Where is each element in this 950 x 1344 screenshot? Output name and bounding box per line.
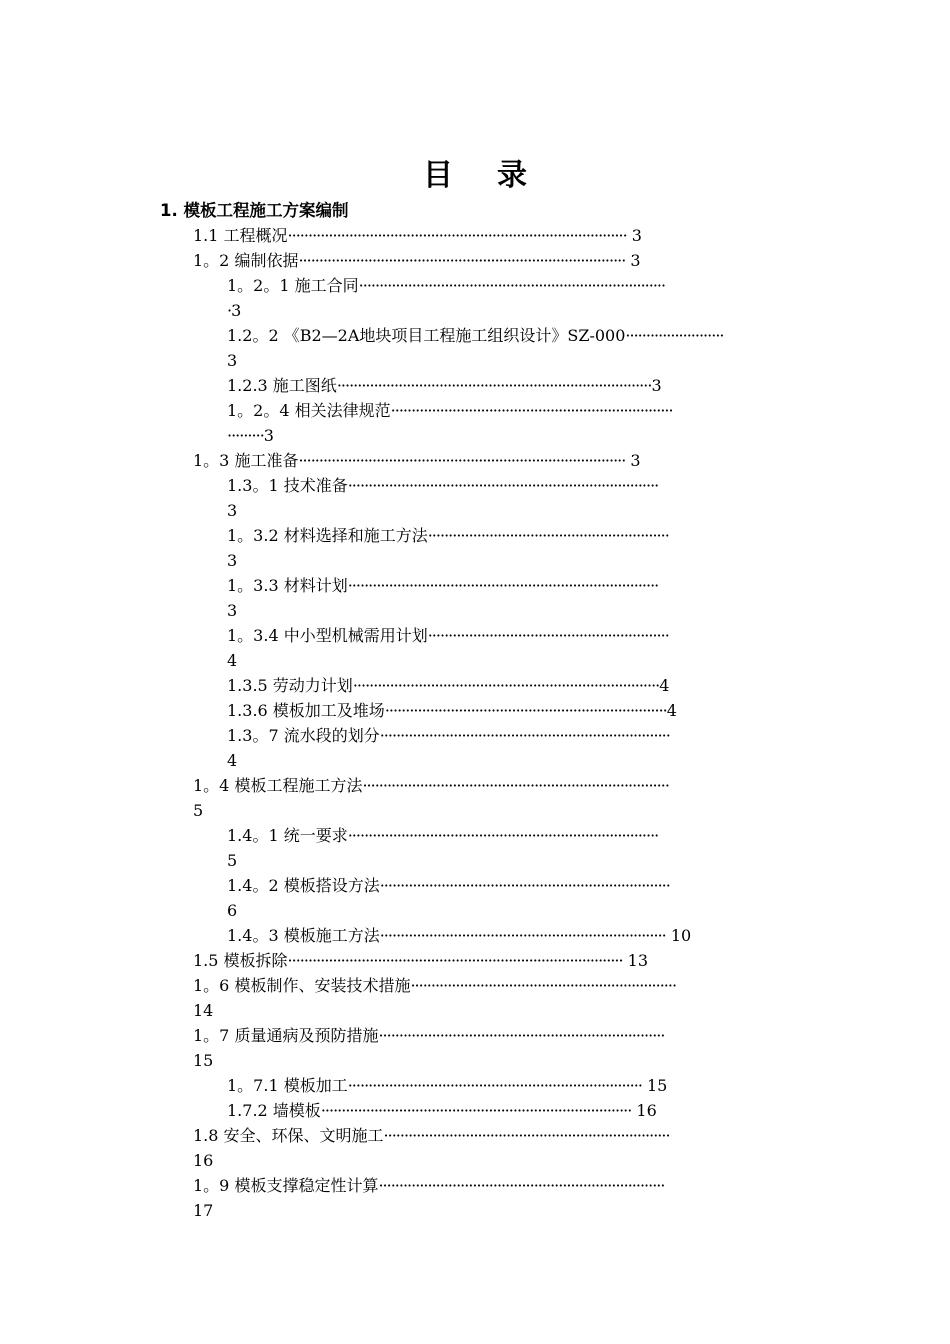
toc-entry-text: 1. 模板工程施工方案编制 bbox=[160, 201, 349, 220]
dot-leader: ············································································ bbox=[347, 576, 659, 595]
dot-leader: ··························································· bbox=[427, 626, 669, 645]
toc-title bbox=[0, 150, 950, 194]
toc-page-number: 4 bbox=[666, 701, 677, 720]
toc-entry-text: 14 bbox=[193, 1001, 214, 1020]
toc-line[interactable] bbox=[227, 573, 950, 598]
dot-leader: ······································································· bbox=[379, 726, 670, 745]
dot-leader: ········· bbox=[227, 426, 264, 445]
toc-line[interactable] bbox=[227, 473, 950, 498]
toc-entry-text: 3 bbox=[227, 351, 238, 370]
dot-leader: · bbox=[227, 301, 232, 320]
toc-entry-text: 4 bbox=[227, 751, 238, 770]
toc-line[interactable] bbox=[227, 398, 950, 423]
toc-title-char-1: 目 bbox=[423, 158, 453, 193]
toc-line[interactable] bbox=[193, 973, 950, 998]
toc-line[interactable] bbox=[227, 498, 950, 523]
dot-leader: ··························································· bbox=[427, 526, 669, 545]
toc-page-number: 10 bbox=[665, 926, 692, 945]
toc-entry-text: 1。3.4 中小型机械需用计划 bbox=[227, 626, 428, 645]
toc-line[interactable] bbox=[227, 623, 950, 648]
toc-entry-text: 17 bbox=[193, 1201, 214, 1220]
toc-title-char-2: 录 bbox=[497, 158, 527, 193]
toc-line[interactable] bbox=[227, 373, 950, 398]
toc-entry-text: 1.4。3 模板施工方法 bbox=[227, 926, 380, 945]
toc-page-number: 3 bbox=[625, 451, 641, 470]
dot-leader: ··········································································· bbox=[358, 276, 666, 295]
toc-page-number: 4 bbox=[659, 676, 670, 695]
toc-line[interactable] bbox=[227, 323, 950, 348]
toc-line[interactable] bbox=[193, 1198, 950, 1223]
toc-line[interactable] bbox=[227, 648, 950, 673]
dot-leader: ····································································· bbox=[390, 401, 673, 420]
dot-leader: ············································································ bbox=[347, 476, 659, 495]
dot-leader: ······································································ bbox=[383, 1126, 670, 1145]
toc-entry-text: 1.3。1 技术准备 bbox=[227, 476, 348, 495]
toc-page-number: 3 bbox=[263, 426, 274, 445]
toc-entry-text: 1.3.5 劳动力计划 bbox=[227, 676, 353, 695]
toc-line[interactable] bbox=[227, 698, 950, 723]
dot-leader: ······································································ bbox=[378, 1176, 665, 1195]
toc-entry-text: 3 bbox=[227, 501, 238, 520]
dot-leader: ··········································································· bbox=[362, 776, 669, 795]
dot-leader: ·················································································· bbox=[287, 951, 623, 970]
toc-entry-text: 1。3.2 材料选择和施工方法 bbox=[227, 526, 428, 545]
toc-entry-text: 1.8 安全、环保、文明施工 bbox=[193, 1126, 384, 1145]
toc-entry-text: 1.3.6 模板加工及堆场 bbox=[227, 701, 385, 720]
toc-entry-text: 1.4。2 模板搭设方法 bbox=[227, 876, 380, 895]
toc-line[interactable] bbox=[227, 673, 950, 698]
toc-line[interactable] bbox=[193, 248, 950, 273]
toc-entry-text: 1。7 质量通病及预防措施 bbox=[193, 1026, 379, 1045]
toc-line[interactable] bbox=[193, 1048, 950, 1073]
toc-entry-text: 5 bbox=[193, 801, 204, 820]
toc-line[interactable] bbox=[227, 423, 950, 448]
dot-leader: ································································· bbox=[410, 976, 677, 995]
toc-line[interactable] bbox=[193, 1023, 950, 1048]
toc-entry-text: 6 bbox=[227, 901, 238, 920]
toc-page-number: 16 bbox=[631, 1101, 657, 1120]
dot-leader: ················································································ bbox=[298, 251, 626, 270]
toc-line[interactable] bbox=[193, 1148, 950, 1173]
dot-leader: ············································································· bbox=[336, 376, 652, 395]
toc-entry-text: 15 bbox=[193, 1051, 214, 1070]
toc-entry-text: 1。2。1 施工合同 bbox=[227, 276, 359, 295]
toc-line[interactable] bbox=[193, 948, 950, 973]
toc-line[interactable] bbox=[193, 773, 950, 798]
toc-page-number: 3 bbox=[625, 251, 641, 270]
toc-page-number: 15 bbox=[641, 1076, 668, 1095]
toc-entry-text: 1。7.1 模板加工 bbox=[227, 1076, 348, 1095]
toc-entry-text: 1。9 模板支撑稳定性计算 bbox=[193, 1176, 379, 1195]
dot-leader: ········································································ bbox=[347, 1076, 642, 1095]
toc-entry-text: 1.1 工程概况 bbox=[193, 226, 288, 245]
toc-entry-text: 1.2。2 《B2—2A地块项目工程施工组织设计》SZ-000 bbox=[227, 326, 626, 345]
toc-line[interactable] bbox=[227, 1073, 950, 1098]
dot-leader: ······································································ bbox=[378, 1026, 665, 1045]
toc-line[interactable] bbox=[227, 873, 950, 898]
toc-line[interactable] bbox=[160, 198, 950, 223]
toc-entry-text: 1.5 模板拆除 bbox=[193, 951, 288, 970]
toc-entry-text: 3 bbox=[227, 601, 238, 620]
toc-entry-text: 1。4 模板工程施工方法 bbox=[193, 776, 363, 795]
toc-line[interactable] bbox=[227, 348, 950, 373]
toc-line[interactable] bbox=[227, 598, 950, 623]
toc-page-number: 3 bbox=[231, 301, 242, 320]
toc-entry-text: 1。2 编制依据 bbox=[193, 251, 299, 270]
dot-leader: ··················································································· bbox=[287, 226, 627, 245]
toc-page-number: 3 bbox=[626, 226, 642, 245]
toc-entry-text: 1。2。4 相关法律规范 bbox=[227, 401, 391, 420]
toc-page-number: 3 bbox=[651, 376, 662, 395]
toc-line[interactable] bbox=[227, 823, 950, 848]
dot-leader: ················································································ bbox=[298, 451, 626, 470]
toc-line[interactable] bbox=[227, 848, 950, 873]
toc-line[interactable] bbox=[227, 548, 950, 573]
dot-leader: ··········································································· bbox=[352, 676, 660, 695]
toc-line[interactable] bbox=[193, 1173, 950, 1198]
toc-line[interactable] bbox=[227, 523, 950, 548]
toc-line[interactable] bbox=[193, 998, 950, 1023]
toc-line[interactable] bbox=[227, 923, 950, 948]
toc-page-number: 13 bbox=[622, 951, 649, 970]
dot-leader: ············································································ bbox=[320, 1101, 632, 1120]
toc-line[interactable] bbox=[193, 798, 950, 823]
toc-entry-text: 1.2.3 施工图纸 bbox=[227, 376, 337, 395]
toc-entry-text: 5 bbox=[227, 851, 238, 870]
dot-leader: ······································································· bbox=[379, 876, 670, 895]
toc-entry-text: 4 bbox=[227, 651, 238, 670]
toc-entry-text: 3 bbox=[227, 551, 238, 570]
toc-entry-text: 1.3。7 流水段的划分 bbox=[227, 726, 380, 745]
toc-line[interactable] bbox=[193, 223, 950, 248]
toc-entry-text: 1.7.2 墙模板 bbox=[227, 1101, 321, 1120]
toc-line[interactable] bbox=[227, 298, 950, 323]
toc-entry-text: 1。3.3 材料计划 bbox=[227, 576, 348, 595]
toc-entry-text: 1.4。1 统一要求 bbox=[227, 826, 348, 845]
toc-line[interactable] bbox=[193, 448, 950, 473]
toc-line[interactable] bbox=[193, 1123, 950, 1148]
toc-line[interactable] bbox=[227, 273, 950, 298]
dot-leader: ······································································ bbox=[379, 926, 666, 945]
dot-leader: ····································································· bbox=[384, 701, 667, 720]
toc-entry-text: 1。6 模板制作、安装技术措施 bbox=[193, 976, 411, 995]
toc-entry-text: 1。3 施工准备 bbox=[193, 451, 299, 470]
dot-leader: ························ bbox=[625, 326, 724, 345]
toc-line[interactable] bbox=[227, 1098, 950, 1123]
table-of-contents bbox=[0, 198, 950, 1223]
toc-line[interactable] bbox=[227, 748, 950, 773]
toc-line[interactable] bbox=[227, 723, 950, 748]
toc-entry-text: 16 bbox=[193, 1151, 214, 1170]
toc-line[interactable] bbox=[227, 898, 950, 923]
dot-leader: ············································································ bbox=[347, 826, 659, 845]
